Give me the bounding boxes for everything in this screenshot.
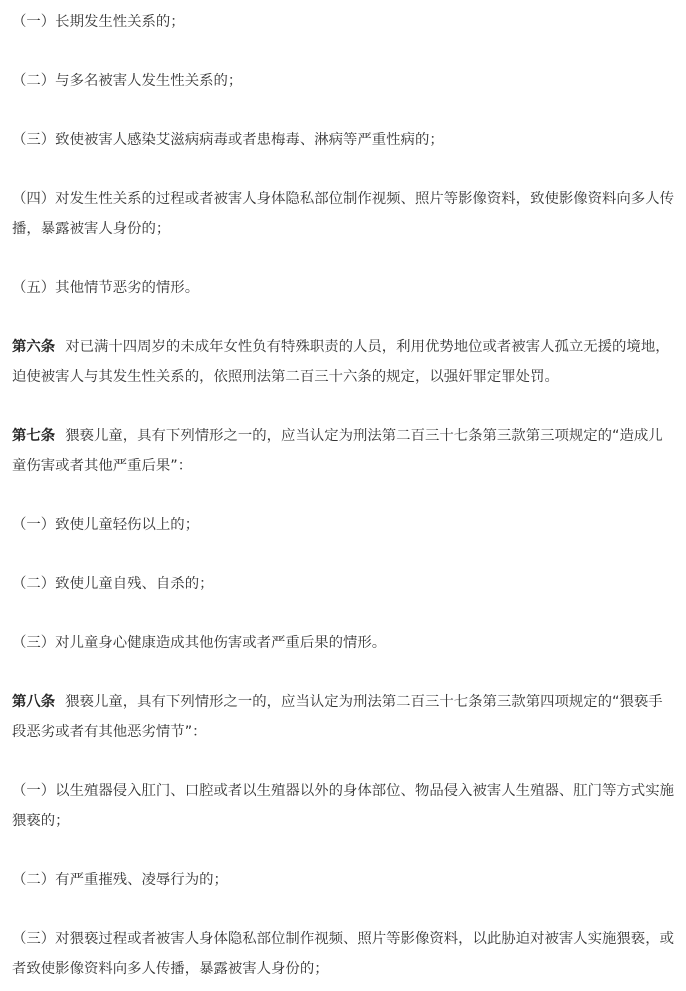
article-paragraph bbox=[12, 421, 676, 481]
article-heading: 第七条 bbox=[12, 428, 56, 444]
list-item: （二）致使儿童自残、自杀的； bbox=[12, 576, 214, 592]
article-paragraph bbox=[12, 687, 676, 747]
article-paragraph bbox=[12, 332, 676, 392]
list-item: （一）以生殖器侵入肛门、口腔或者以生殖器以外的身体部位、物品侵入被害人生殖器、肛门等方式实施猥亵的； bbox=[12, 783, 674, 829]
list-item: （一）致使儿童轻伤以上的； bbox=[12, 517, 200, 533]
article-text: 猥亵儿童，具有下列情形之一的，应当认定为刑法第二百三十七条第三款第三项规定的“造成儿童伤害或者其他严重后果”： bbox=[12, 428, 663, 474]
list-item: （二）有严重摧残、凌辱行为的； bbox=[12, 872, 228, 888]
list-item: （一）长期发生性关系的； bbox=[12, 14, 185, 30]
list-item: （三）对猥亵过程或者被害人身体隐私部位制作视频、照片等影像资料，以此胁迫对被害人实施猥亵，或者致使影像资料向多人传播，暴露被害人身份的； bbox=[12, 931, 674, 977]
list-item: （四）对发生性关系的过程或者被害人身体隐私部位制作视频、照片等影像资料，致使影像资料向多人传播，暴露被害人身份的； bbox=[12, 191, 674, 237]
list-item: （五）其他情节恶劣的情形。 bbox=[12, 280, 200, 296]
article-heading: 第六条 bbox=[12, 339, 56, 355]
article-text: 对已满十四周岁的未成年女性负有特殊职责的人员，利用优势地位或者被害人孤立无援的境地，迫使被害人与其发生性关系的，依照刑法第二百三十六条的规定，以强奸罪定罪处罚。 bbox=[12, 339, 670, 385]
list-item: （二）与多名被害人发生性关系的； bbox=[12, 73, 243, 89]
list-item: （三）致使被害人感染艾滋病病毒或者患梅毒、淋病等严重性病的； bbox=[12, 132, 444, 148]
article-heading: 第八条 bbox=[12, 694, 56, 710]
list-item: （三）对儿童身心健康造成其他伤害或者严重后果的情形。 bbox=[12, 635, 387, 651]
article-text: 猥亵儿童，具有下列情形之一的，应当认定为刑法第二百三十七条第三款第四项规定的“猥亵手段恶劣或者有其他恶劣情节”： bbox=[12, 694, 663, 740]
